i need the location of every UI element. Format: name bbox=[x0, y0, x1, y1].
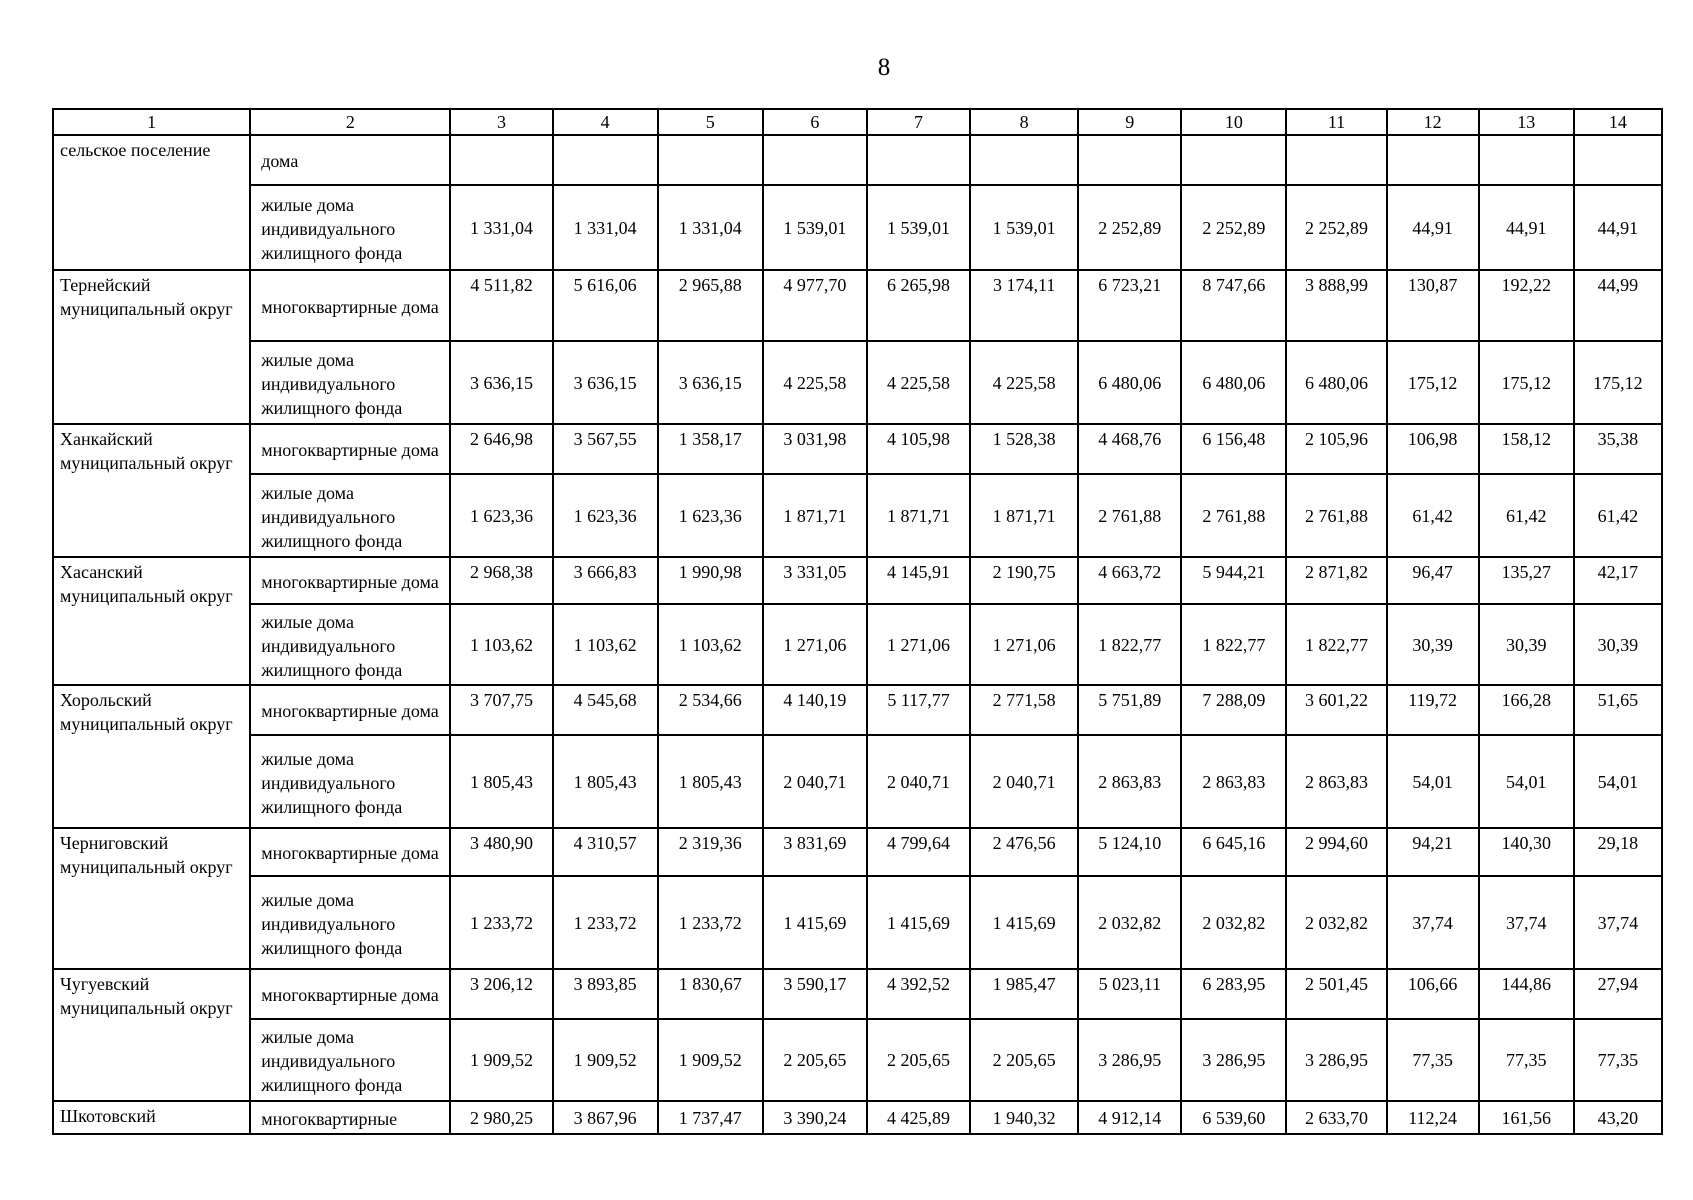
value-cell: 2 771,58 bbox=[970, 685, 1078, 735]
table-row bbox=[53, 604, 1662, 685]
value-cell: 1 539,01 bbox=[763, 185, 867, 270]
value-cell: 1 233,72 bbox=[450, 876, 552, 969]
region-cell: Ханкайский муниципальный округ bbox=[53, 424, 250, 557]
value-cell: 96,47 bbox=[1387, 557, 1479, 604]
value-cell: 2 252,89 bbox=[1078, 185, 1181, 270]
value-cell: 1 871,71 bbox=[970, 474, 1078, 557]
value-cell: 1 358,17 bbox=[658, 424, 763, 474]
value-cell: 1 233,72 bbox=[658, 876, 763, 969]
value-cell: 112,24 bbox=[1387, 1101, 1479, 1134]
value-cell: 5 616,06 bbox=[553, 270, 658, 341]
region-cell: сельское поселение bbox=[53, 135, 250, 270]
value-cell: 44,99 bbox=[1574, 270, 1662, 341]
table-row bbox=[53, 557, 1662, 604]
value-cell: 77,35 bbox=[1387, 1019, 1479, 1101]
table-row bbox=[53, 474, 1662, 557]
value-cell: 3 286,95 bbox=[1181, 1019, 1286, 1101]
value-cell bbox=[450, 135, 552, 185]
header-cell: 2 bbox=[250, 109, 450, 135]
table-row bbox=[53, 876, 1662, 969]
header-cell: 12 bbox=[1387, 109, 1479, 135]
housing-type-cell: жилые дома индивидуального жилищного фонда bbox=[250, 341, 450, 424]
value-cell: 1 871,71 bbox=[763, 474, 867, 557]
value-cell: 3 174,11 bbox=[970, 270, 1078, 341]
value-cell bbox=[1078, 135, 1181, 185]
value-cell: 2 501,45 bbox=[1286, 969, 1386, 1019]
value-cell: 30,39 bbox=[1479, 604, 1574, 685]
value-cell: 2 534,66 bbox=[658, 685, 763, 735]
region-cell: Шкотовский bbox=[53, 1101, 250, 1134]
value-cell: 6 723,21 bbox=[1078, 270, 1181, 341]
value-cell: 119,72 bbox=[1387, 685, 1479, 735]
housing-type-cell: многоквартирные дома bbox=[250, 557, 450, 604]
region-cell: Черниговский муниципальный округ bbox=[53, 828, 250, 969]
header-cell: 13 bbox=[1479, 109, 1574, 135]
value-cell: 3 888,99 bbox=[1286, 270, 1386, 341]
value-cell: 6 539,60 bbox=[1181, 1101, 1286, 1134]
value-cell: 2 994,60 bbox=[1286, 828, 1386, 876]
value-cell: 4 145,91 bbox=[867, 557, 970, 604]
table-row bbox=[53, 135, 1662, 185]
value-cell: 3 031,98 bbox=[763, 424, 867, 474]
housing-type-cell: многоквартирные bbox=[250, 1101, 450, 1134]
value-cell: 3 286,95 bbox=[1078, 1019, 1181, 1101]
value-cell: 3 636,15 bbox=[450, 341, 552, 424]
value-cell bbox=[1387, 135, 1479, 185]
value-cell: 1 233,72 bbox=[553, 876, 658, 969]
value-cell bbox=[553, 135, 658, 185]
region-cell: Хасанский муниципальный округ bbox=[53, 557, 250, 685]
value-cell: 2 863,83 bbox=[1286, 735, 1386, 828]
value-cell: 4 425,89 bbox=[867, 1101, 970, 1134]
value-cell: 1 871,71 bbox=[867, 474, 970, 557]
value-cell: 5 944,21 bbox=[1181, 557, 1286, 604]
value-cell: 61,42 bbox=[1387, 474, 1479, 557]
value-cell: 2 205,65 bbox=[970, 1019, 1078, 1101]
value-cell: 6 283,95 bbox=[1181, 969, 1286, 1019]
value-cell bbox=[763, 135, 867, 185]
table-row bbox=[53, 1101, 1662, 1134]
value-cell bbox=[658, 135, 763, 185]
value-cell: 1 909,52 bbox=[658, 1019, 763, 1101]
value-cell: 1 822,77 bbox=[1078, 604, 1181, 685]
value-cell bbox=[1479, 135, 1574, 185]
value-cell: 6 480,06 bbox=[1286, 341, 1386, 424]
value-cell: 1 623,36 bbox=[553, 474, 658, 557]
value-cell: 3 867,96 bbox=[553, 1101, 658, 1134]
value-cell: 2 205,65 bbox=[763, 1019, 867, 1101]
value-cell: 1 331,04 bbox=[450, 185, 552, 270]
value-cell: 1 805,43 bbox=[658, 735, 763, 828]
value-cell: 135,27 bbox=[1479, 557, 1574, 604]
housing-type-cell: дома bbox=[250, 135, 450, 185]
table-row bbox=[53, 270, 1662, 341]
value-cell: 1 822,77 bbox=[1181, 604, 1286, 685]
value-cell: 5 751,89 bbox=[1078, 685, 1181, 735]
value-cell: 2 040,71 bbox=[763, 735, 867, 828]
value-cell: 30,39 bbox=[1387, 604, 1479, 685]
value-cell: 1 805,43 bbox=[553, 735, 658, 828]
housing-type-cell: многоквартирные дома bbox=[250, 424, 450, 474]
value-cell: 6 480,06 bbox=[1181, 341, 1286, 424]
value-cell bbox=[1286, 135, 1386, 185]
value-cell bbox=[867, 135, 970, 185]
header-cell: 4 bbox=[553, 109, 658, 135]
value-cell: 2 032,82 bbox=[1286, 876, 1386, 969]
value-cell: 192,22 bbox=[1479, 270, 1574, 341]
value-cell: 54,01 bbox=[1387, 735, 1479, 828]
table-row bbox=[53, 685, 1662, 735]
value-cell: 3 831,69 bbox=[763, 828, 867, 876]
header-cell: 8 bbox=[970, 109, 1078, 135]
value-cell: 1 528,38 bbox=[970, 424, 1078, 474]
value-cell: 4 140,19 bbox=[763, 685, 867, 735]
value-cell: 2 633,70 bbox=[1286, 1101, 1386, 1134]
table-row bbox=[53, 185, 1662, 270]
value-cell bbox=[1181, 135, 1286, 185]
value-cell: 2 871,82 bbox=[1286, 557, 1386, 604]
table-row bbox=[53, 735, 1662, 828]
value-cell: 77,35 bbox=[1479, 1019, 1574, 1101]
header-cell: 7 bbox=[867, 109, 970, 135]
value-cell: 37,74 bbox=[1479, 876, 1574, 969]
value-cell: 4 392,52 bbox=[867, 969, 970, 1019]
housing-type-cell: многоквартирные дома bbox=[250, 270, 450, 341]
value-cell: 3 331,05 bbox=[763, 557, 867, 604]
value-cell: 7 288,09 bbox=[1181, 685, 1286, 735]
value-cell: 1 103,62 bbox=[450, 604, 552, 685]
value-cell: 3 206,12 bbox=[450, 969, 552, 1019]
value-cell: 3 286,95 bbox=[1286, 1019, 1386, 1101]
value-cell: 6 265,98 bbox=[867, 270, 970, 341]
value-cell: 2 205,65 bbox=[867, 1019, 970, 1101]
value-cell: 61,42 bbox=[1574, 474, 1662, 557]
value-cell: 42,17 bbox=[1574, 557, 1662, 604]
housing-type-cell: многоквартирные дома bbox=[250, 828, 450, 876]
header-cell: 9 bbox=[1078, 109, 1181, 135]
value-cell: 3 480,90 bbox=[450, 828, 552, 876]
value-cell: 4 468,76 bbox=[1078, 424, 1181, 474]
housing-type-cell: жилые дома индивидуального жилищного фонда bbox=[250, 604, 450, 685]
header-cell: 5 bbox=[658, 109, 763, 135]
value-cell: 1 909,52 bbox=[450, 1019, 552, 1101]
value-cell: 106,66 bbox=[1387, 969, 1479, 1019]
value-cell: 4 912,14 bbox=[1078, 1101, 1181, 1134]
value-cell: 1 415,69 bbox=[867, 876, 970, 969]
value-cell: 44,91 bbox=[1479, 185, 1574, 270]
value-cell: 37,74 bbox=[1387, 876, 1479, 969]
table-row bbox=[53, 1019, 1662, 1101]
value-cell: 5 117,77 bbox=[867, 685, 970, 735]
value-cell bbox=[970, 135, 1078, 185]
value-cell: 4 799,64 bbox=[867, 828, 970, 876]
value-cell: 2 476,56 bbox=[970, 828, 1078, 876]
value-cell: 106,98 bbox=[1387, 424, 1479, 474]
value-cell: 2 646,98 bbox=[450, 424, 552, 474]
value-cell: 3 636,15 bbox=[553, 341, 658, 424]
value-cell: 1 271,06 bbox=[970, 604, 1078, 685]
value-cell: 161,56 bbox=[1479, 1101, 1574, 1134]
value-cell: 5 124,10 bbox=[1078, 828, 1181, 876]
value-cell: 51,65 bbox=[1574, 685, 1662, 735]
value-cell: 54,01 bbox=[1574, 735, 1662, 828]
value-cell: 158,12 bbox=[1479, 424, 1574, 474]
value-cell: 1 990,98 bbox=[658, 557, 763, 604]
value-cell: 1 103,62 bbox=[553, 604, 658, 685]
value-cell: 2 980,25 bbox=[450, 1101, 552, 1134]
value-cell: 3 707,75 bbox=[450, 685, 552, 735]
value-cell: 6 156,48 bbox=[1181, 424, 1286, 474]
value-cell: 4 545,68 bbox=[553, 685, 658, 735]
housing-type-cell: жилые дома индивидуального жилищного фонда bbox=[250, 735, 450, 828]
header-cell: 3 bbox=[450, 109, 552, 135]
value-cell: 1 415,69 bbox=[970, 876, 1078, 969]
value-cell: 54,01 bbox=[1479, 735, 1574, 828]
value-cell: 1 331,04 bbox=[658, 185, 763, 270]
value-cell: 4 225,58 bbox=[970, 341, 1078, 424]
value-cell: 44,91 bbox=[1387, 185, 1479, 270]
value-cell: 2 040,71 bbox=[970, 735, 1078, 828]
value-cell: 2 032,82 bbox=[1078, 876, 1181, 969]
header-cell: 11 bbox=[1286, 109, 1386, 135]
value-cell: 175,12 bbox=[1387, 341, 1479, 424]
value-cell: 4 310,57 bbox=[553, 828, 658, 876]
value-cell: 1 985,47 bbox=[970, 969, 1078, 1019]
value-cell: 5 023,11 bbox=[1078, 969, 1181, 1019]
value-cell: 2 252,89 bbox=[1286, 185, 1386, 270]
value-cell: 27,94 bbox=[1574, 969, 1662, 1019]
value-cell: 2 761,88 bbox=[1181, 474, 1286, 557]
value-cell: 2 032,82 bbox=[1181, 876, 1286, 969]
value-cell: 3 567,55 bbox=[553, 424, 658, 474]
tariff-table bbox=[52, 108, 1663, 1135]
header-row bbox=[53, 109, 1662, 135]
value-cell: 2 761,88 bbox=[1286, 474, 1386, 557]
value-cell: 2 965,88 bbox=[658, 270, 763, 341]
value-cell: 1 805,43 bbox=[450, 735, 552, 828]
value-cell: 1 623,36 bbox=[450, 474, 552, 557]
value-cell: 4 663,72 bbox=[1078, 557, 1181, 604]
value-cell: 2 968,38 bbox=[450, 557, 552, 604]
region-cell: Хорольский муниципальный округ bbox=[53, 685, 250, 828]
value-cell: 2 040,71 bbox=[867, 735, 970, 828]
housing-type-cell: жилые дома индивидуального жилищного фонда bbox=[250, 1019, 450, 1101]
value-cell: 4 511,82 bbox=[450, 270, 552, 341]
housing-type-cell: многоквартирные дома bbox=[250, 969, 450, 1019]
value-cell: 1 103,62 bbox=[658, 604, 763, 685]
value-cell: 29,18 bbox=[1574, 828, 1662, 876]
value-cell: 1 623,36 bbox=[658, 474, 763, 557]
value-cell: 8 747,66 bbox=[1181, 270, 1286, 341]
header-cell: 10 bbox=[1181, 109, 1286, 135]
value-cell: 44,91 bbox=[1574, 185, 1662, 270]
value-cell: 4 225,58 bbox=[867, 341, 970, 424]
value-cell: 175,12 bbox=[1574, 341, 1662, 424]
value-cell: 2 190,75 bbox=[970, 557, 1078, 604]
housing-type-cell: жилые дома индивидуального жилищного фонда bbox=[250, 474, 450, 557]
value-cell: 3 666,83 bbox=[553, 557, 658, 604]
value-cell: 1 331,04 bbox=[553, 185, 658, 270]
header-cell: 6 bbox=[763, 109, 867, 135]
value-cell: 166,28 bbox=[1479, 685, 1574, 735]
value-cell: 35,38 bbox=[1574, 424, 1662, 474]
value-cell: 3 601,22 bbox=[1286, 685, 1386, 735]
value-cell: 3 590,17 bbox=[763, 969, 867, 1019]
region-cell: Чугуевский муниципальный округ bbox=[53, 969, 250, 1101]
value-cell: 6 480,06 bbox=[1078, 341, 1181, 424]
page-number: 8 bbox=[877, 54, 891, 81]
value-cell: 1 539,01 bbox=[970, 185, 1078, 270]
value-cell: 2 319,36 bbox=[658, 828, 763, 876]
value-cell: 1 415,69 bbox=[763, 876, 867, 969]
value-cell: 175,12 bbox=[1479, 341, 1574, 424]
value-cell: 3 893,85 bbox=[553, 969, 658, 1019]
value-cell: 4 105,98 bbox=[867, 424, 970, 474]
value-cell: 1 539,01 bbox=[867, 185, 970, 270]
value-cell: 3 390,24 bbox=[763, 1101, 867, 1134]
value-cell bbox=[1574, 135, 1662, 185]
table-row bbox=[53, 341, 1662, 424]
table-row bbox=[53, 969, 1662, 1019]
table-row bbox=[53, 424, 1662, 474]
value-cell: 140,30 bbox=[1479, 828, 1574, 876]
value-cell: 1 737,47 bbox=[658, 1101, 763, 1134]
value-cell: 4 225,58 bbox=[763, 341, 867, 424]
value-cell: 130,87 bbox=[1387, 270, 1479, 341]
value-cell: 2 761,88 bbox=[1078, 474, 1181, 557]
value-cell: 1 830,67 bbox=[658, 969, 763, 1019]
header-cell: 14 bbox=[1574, 109, 1662, 135]
value-cell: 77,35 bbox=[1574, 1019, 1662, 1101]
value-cell: 30,39 bbox=[1574, 604, 1662, 685]
value-cell: 2 252,89 bbox=[1181, 185, 1286, 270]
value-cell: 43,20 bbox=[1574, 1101, 1662, 1134]
value-cell: 3 636,15 bbox=[658, 341, 763, 424]
value-cell: 37,74 bbox=[1574, 876, 1662, 969]
housing-type-cell: жилые дома индивидуального жилищного фонда bbox=[250, 185, 450, 270]
housing-type-cell: многоквартирные дома bbox=[250, 685, 450, 735]
header-cell: 1 bbox=[53, 109, 250, 135]
housing-type-cell: жилые дома индивидуального жилищного фонда bbox=[250, 876, 450, 969]
table-row bbox=[53, 828, 1662, 876]
value-cell: 1 271,06 bbox=[763, 604, 867, 685]
value-cell: 61,42 bbox=[1479, 474, 1574, 557]
region-cell: Тернейский муниципальный округ bbox=[53, 270, 250, 424]
value-cell: 6 645,16 bbox=[1181, 828, 1286, 876]
value-cell: 2 863,83 bbox=[1078, 735, 1181, 828]
value-cell: 1 822,77 bbox=[1286, 604, 1386, 685]
value-cell: 94,21 bbox=[1387, 828, 1479, 876]
value-cell: 1 940,32 bbox=[970, 1101, 1078, 1134]
value-cell: 1 909,52 bbox=[553, 1019, 658, 1101]
value-cell: 1 271,06 bbox=[867, 604, 970, 685]
value-cell: 144,86 bbox=[1479, 969, 1574, 1019]
value-cell: 2 105,96 bbox=[1286, 424, 1386, 474]
value-cell: 2 863,83 bbox=[1181, 735, 1286, 828]
value-cell: 4 977,70 bbox=[763, 270, 867, 341]
